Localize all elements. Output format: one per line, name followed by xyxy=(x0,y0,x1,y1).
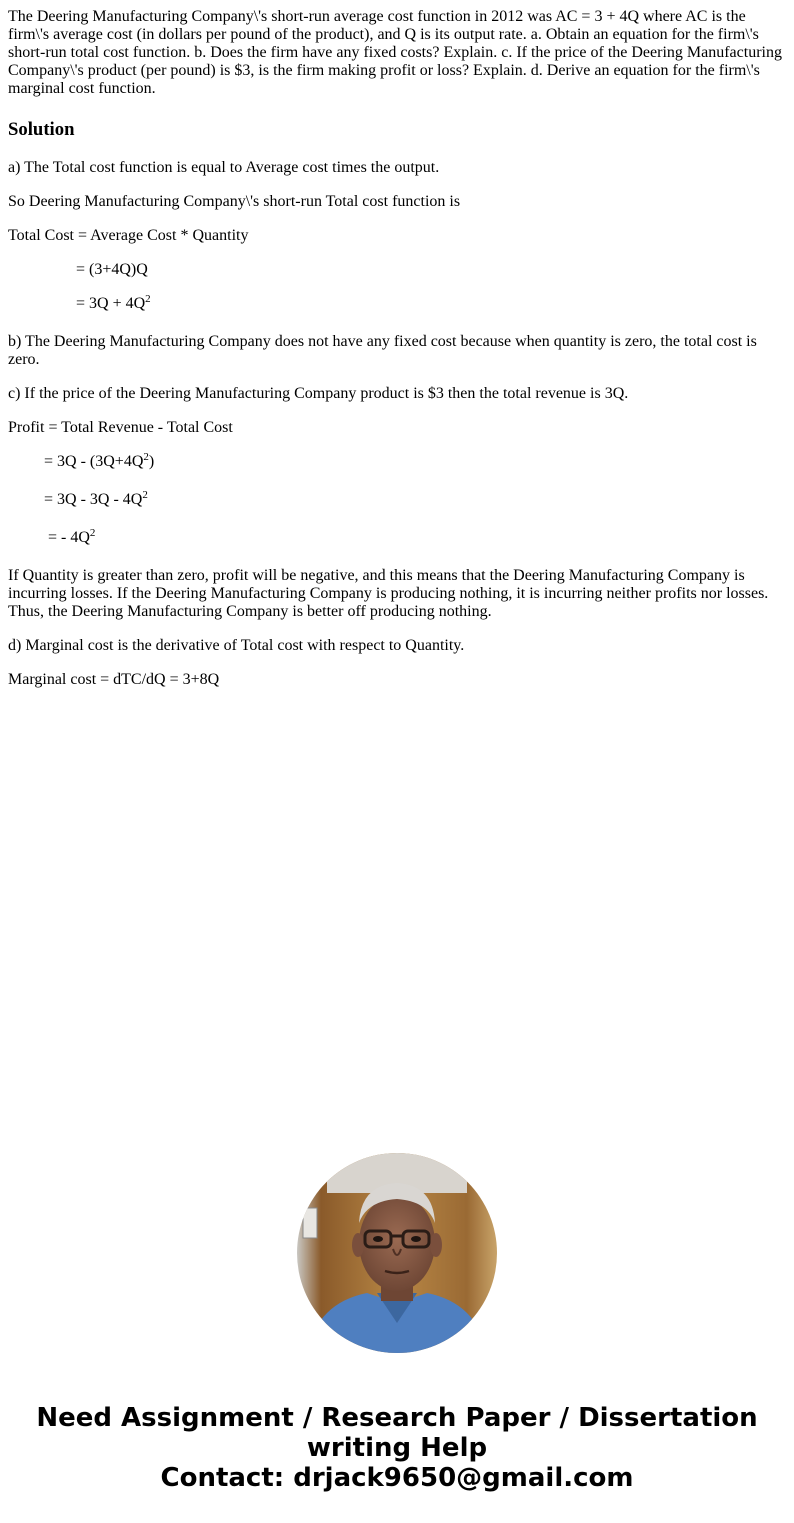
part-b-text: b) The Deering Manufacturing Company does not have any fixed cost because when quantity is zero, the total cost is zero. xyxy=(8,333,757,368)
solution-heading: Solution xyxy=(8,119,75,140)
part-c-conclusion: If Quantity is greater than zero, profit will be negative, and this means that the Deering Manufacturing Company is incurring losses. If the Deering Manufacturing Company is producing nothing, it is incurring neither profits nor losses. Thus, the Deering Manufacturing Company is better off producing nothing. xyxy=(8,567,769,620)
part-a-line2: So Deering Manufacturing Company\'s short-run Total cost function is xyxy=(8,193,461,210)
part-a-line3: Total Cost = Average Cost * Quantity xyxy=(8,227,249,244)
part-a-step1: = (3+4Q)Q xyxy=(76,261,148,278)
footer-contact-email: Contact: drjack9650@gmail.com xyxy=(160,1463,634,1493)
part-c-step1: = $3Q - (3Q+4Q^2)$ xyxy=(44,451,155,470)
question-text: The Deering Manufacturing Company\'s short-run average cost function in 2012 was AC = 3 + 4Q where AC is the firm\'s average cost (in dollars per pound of the product), and Q is its output rate. a. Obtain an equation for the firm\'s short-run total cost function. b. Does the firm have any fixed costs? Explain. c. If the price of the Deering Manufacturing Company\'s product (per pound) is $3, is the firm making profit or loss? Explain. d. Derive an equation for the firm\'s marginal cost function. xyxy=(8,8,782,97)
footer-line-2: writing Help xyxy=(306,1433,488,1463)
part-c-profit-def: Profit = Total Revenue - Total Cost xyxy=(8,419,233,436)
author-avatar xyxy=(297,1153,497,1353)
part-c-step3: = - $4Q^2$ xyxy=(48,527,96,546)
part-d-intro: d) Marginal cost is the derivative of Total cost with respect to Quantity. xyxy=(8,637,465,654)
part-c-step2: = $3Q - 3Q - 4Q^2$ xyxy=(44,489,148,508)
footer-line-1: Need Assignment / Research Paper / Dissertation xyxy=(36,1403,758,1433)
part-c-intro: c) If the price of the Deering Manufacturing Company product is $3 then the total revenue is 3Q. xyxy=(8,385,629,402)
document-body xyxy=(8,8,786,705)
footer-contact xyxy=(0,1403,794,1493)
part-a-step2: = $3Q + 4Q^2$ xyxy=(76,293,151,312)
part-d-formula: Marginal cost = dTC/dQ = 3+8Q xyxy=(8,671,220,688)
part-a-intro: a) The Total cost function is equal to Average cost times the output. xyxy=(8,159,440,176)
